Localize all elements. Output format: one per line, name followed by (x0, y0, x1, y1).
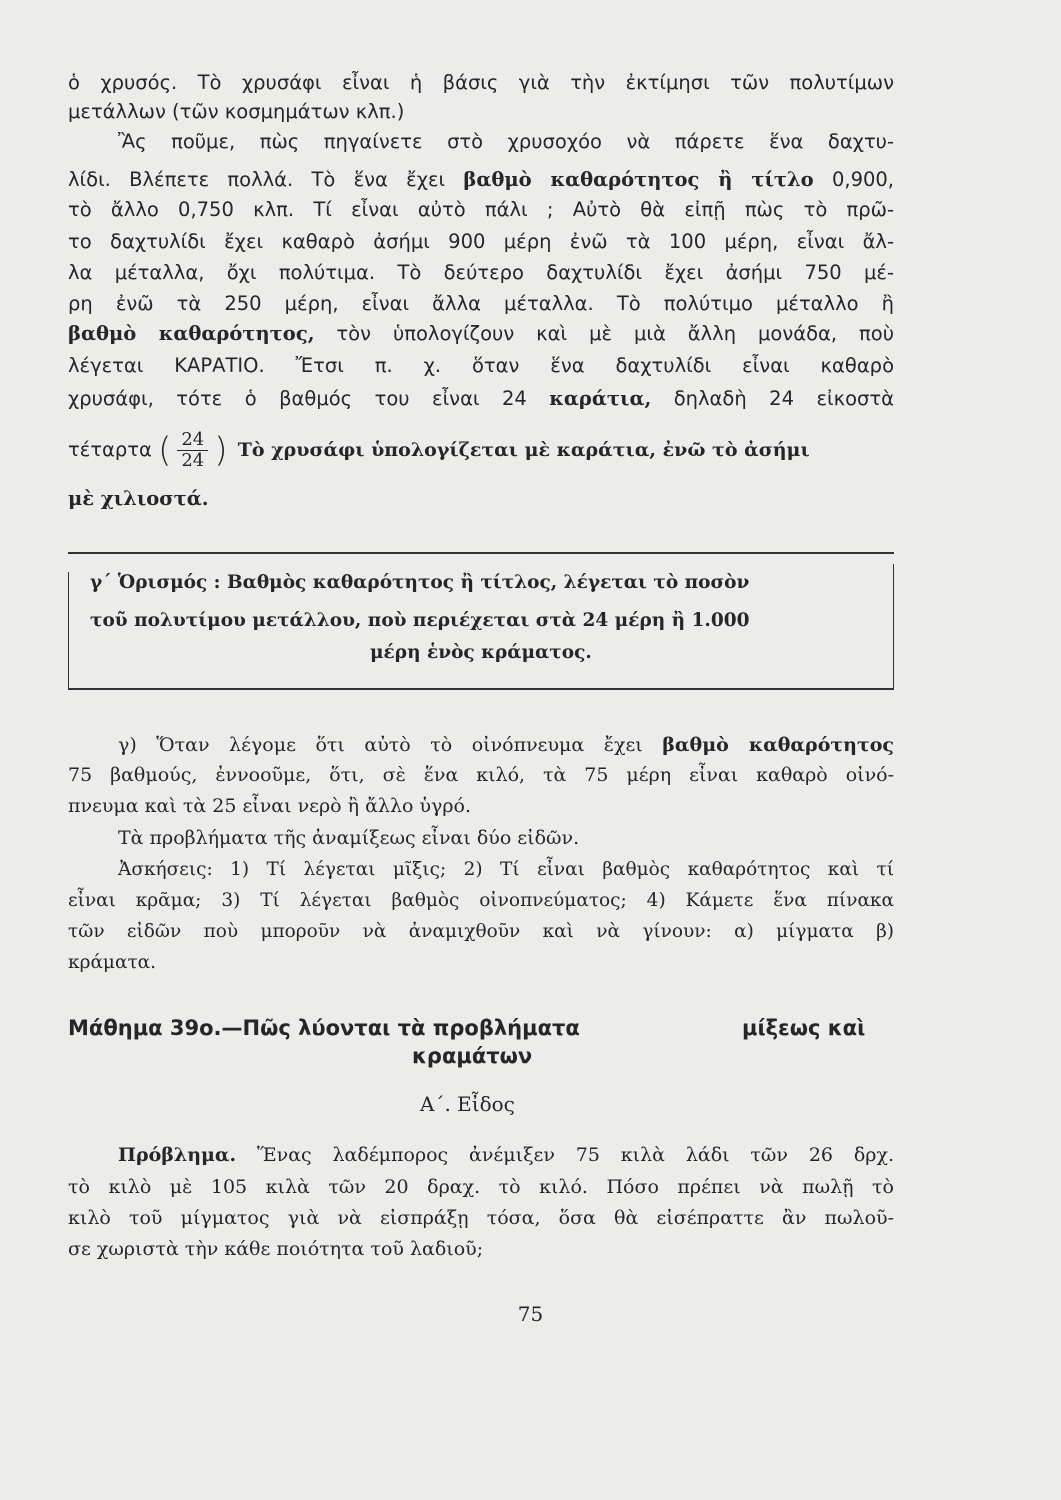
lesson-title: Μάθημα 39ο.—Πῶς λύονται τὰ προβλήματα (68, 1016, 580, 1040)
text-line: Ἀσκήσεις: 1) Τί λέγεται μῖξις; 2) Τί εἶναι βαθμὸς καθαρότητος καὶ τί (118, 859, 894, 880)
text-span: τὸν ὑπολογίζουν καὶ μὲ μιὰ ἄλλη μονάδα, ποὺ (314, 322, 894, 345)
paren-close: ) (214, 430, 228, 471)
text-line: τῶν εἰδῶν ποὺ μποροῦν νὰ ἀναμιχθοῦν καὶ νὰ γίνουν: α) μίγματα β) (68, 921, 894, 942)
paren-open: ( (158, 430, 172, 471)
text-line: μὲ χιλιοστά. (68, 487, 209, 510)
text-line: τὸ κιλὸ μὲ 105 κιλὰ τῶν 20 δραχ. τὸ κιλό. Πόσο πρέπει νὰ πωλῇ τὸ (68, 1176, 894, 1198)
text-span: Ἕνας λαδέμπορος ἀνέμιξεν 75 κιλὰ λάδι τῶν 26 δρχ. (236, 1144, 894, 1166)
text-line (68, 165, 894, 195)
text-line: Ἂς ποῦμε, πὼς πηγαίνετε στὸ χρυσοχόο νὰ πάρετε ἕνα δαχτυ- (118, 130, 894, 153)
box-border-left (68, 572, 69, 688)
text-span: λίδι. Βλέπετε πολλά. Τὸ ἕνα ἔχει (68, 168, 464, 191)
bold-term: βαθμὸ καθαρότητος ἢ τίτλο (463, 168, 814, 191)
text-line (68, 384, 894, 414)
text-line: ὁ χρυσός. Τὸ χρυσάφι εἶναι ἡ βάσις γιὰ τὴν ἐκτίμησι τῶν πολυτίμων (68, 71, 894, 94)
problem-label: Πρόβλημα. (118, 1144, 237, 1166)
text-line: μετάλλων (τῶν κοσμημάτων κλπ.) (68, 100, 405, 123)
bold-term: καράτια, (549, 387, 652, 410)
section-heading: Α΄. Εἶδος (420, 1092, 515, 1116)
definition-line: τοῦ πολυτίμου μετάλλου, ποὺ περιέχεται στὰ 24 μέρη ἢ 1.000 (90, 610, 750, 631)
fraction-denominator: 24 (181, 450, 205, 471)
definition-line: μέρη ἑνὸς κράματος. (370, 642, 592, 663)
text-span: χρυσάφι, τότε ὁ βαθμός του εἶναι 24 (68, 387, 550, 410)
box-border-right (893, 564, 894, 688)
text-line: λέγεται ΚΑΡΑΤΙΟ. Ἔτσι π. χ. ὅταν ἕνα δαχτυλίδι εἶναι καθαρὸ (68, 354, 894, 377)
text-line: σε χωριστὰ τὴν κάθε ποιότητα τοῦ λαδιοῦ; (68, 1238, 484, 1260)
text-line (68, 430, 894, 471)
fraction-numerator: 24 (177, 430, 208, 451)
text-line: κράματα. (68, 952, 157, 973)
text-span: γ) Ὅταν λέγομε ὅτι αὐτὸ τὸ οἰνόπνευμα ἔχει (118, 734, 663, 756)
bold-term: βαθμὸ καθαρότητος (662, 734, 894, 756)
bold-sentence: Τὸ χρυσάφι ὑπολογίζεται μὲ καράτια, ἐνῶ τὸ ἀσήμι (237, 439, 810, 461)
lesson-title-end: μίξεως καὶ (742, 1016, 866, 1040)
definition-line: γ΄ Ὁρισμός : Βαθμὸς καθαρότητος ἢ τίτλος, λέγεται τὸ ποσὸν (90, 572, 750, 593)
text-line: 75 βαθμούς, ἐννοοῦμε, ὅτι, σὲ ἕνα κιλό, τὰ 75 μέρη εἶναι καθαρὸ οἰνό- (68, 764, 894, 786)
text-line: εἶναι κρᾶμα; 3) Τί λέγεται βαθμὸς οἰνοπνεύματος; 4) Κάμετε ἕνα πίνακα (68, 890, 894, 911)
text-line: κιλὸ τοῦ μίγματος γιὰ νὰ εἰσπράξῃ τόσα, ὅσα θὰ εἰσέπραττε ἂν πωλοῦ- (68, 1207, 894, 1229)
text-span: δηλαδὴ 24 εἰκοστὰ (651, 387, 894, 410)
text-line: ρη ἐνῶ τὰ 250 μέρη, εἶναι ἄλλα μέταλλα. Τὸ πολύτιμο μέταλλο ἢ (68, 292, 894, 315)
text-line: το δαχτυλίδι ἔχει καθαρὸ ἀσήμι 900 μέρη ἐνῶ τὰ 100 μέρη, εἶναι ἄλ- (68, 230, 894, 253)
page-number: 75 (517, 1302, 544, 1326)
text-span: 0,900, (813, 168, 894, 191)
text-line: λα μέταλλα, ὄχι πολύτιμα. Τὸ δεύτερο δαχτυλίδι ἔχει ἀσήμι 750 μέ- (68, 261, 894, 284)
text-line: πνευμα καὶ τὰ 25 εἶναι νερὸ ἢ ἄλλο ὑγρό. (68, 795, 472, 817)
fraction (177, 430, 208, 471)
bold-term: βαθμὸ καθαρότητος, (68, 322, 315, 345)
lesson-title-cont: κραμάτων (412, 1044, 533, 1068)
text-line: τὸ ἄλλο 0,750 κλπ. Τί εἶναι αὐτὸ πάλι ; Αὐτὸ θὰ εἰπῇ πὼς τὸ πρῶ- (68, 198, 894, 221)
text-span: τέταρτα (68, 438, 152, 461)
text-line (68, 319, 894, 349)
text-line (118, 730, 894, 760)
text-line (118, 1140, 894, 1170)
text-line: Τὰ προβλήματα τῆς ἀναμίξεως εἶναι δύο εἰδῶν. (118, 827, 580, 849)
